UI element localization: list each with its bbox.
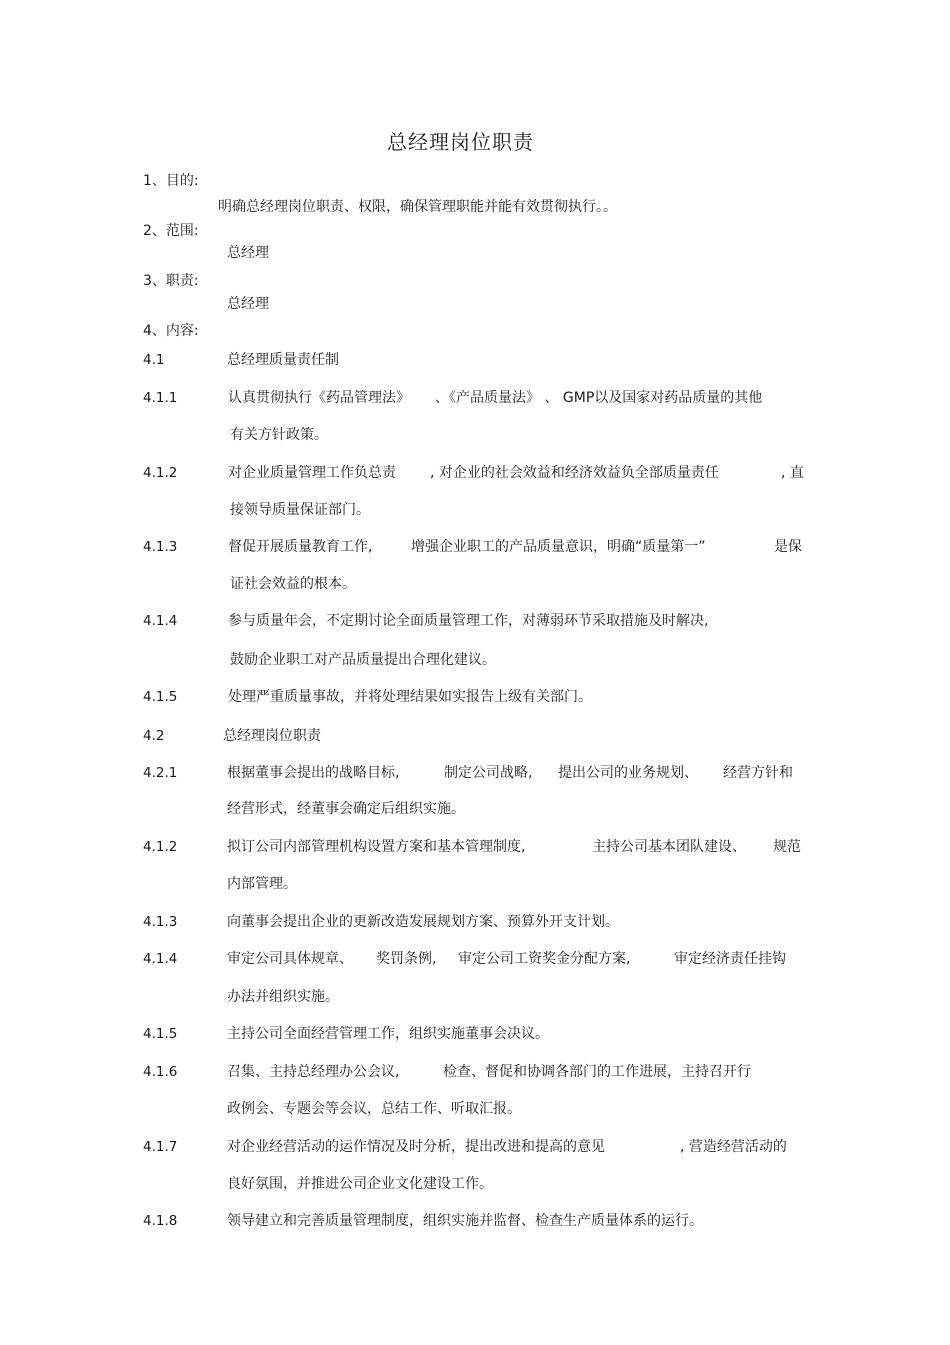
clause-number: 4.1.3 [143,914,178,930]
clause-text: 督促开展质量教育工作, [228,539,373,555]
clause-text: 提出公司的业务规划、 [558,765,698,781]
clause-text: 对企业经营活动的运作情况及时分析，提出改进和提高的意见 [227,1139,605,1155]
section-2-text: 总经理 [227,245,269,261]
clause-continuation: 有关方针政策。 [230,427,328,443]
clause-text: 处理严重质量事故，并将处理结果如实报告上级有关部门。 [228,689,592,705]
clause-number: 4.1.8 [143,1213,178,1229]
clause-text: 制定公司战略, [444,765,533,781]
clause-number: 4.1.4 [143,951,178,967]
clause-continuation: 证社会效益的根本。 [230,576,356,592]
section-1-text: 明确总经理岗位职责、权限，确保管理职能并能有效贯彻执行。。 [218,199,617,215]
section-3-text: 总经理 [227,296,269,312]
clause-text: 审定公司工资奖金分配方案, [458,951,631,967]
clause-text: 拟订公司内部管理机构设置方案和基本管理制度, [227,839,526,855]
clause-text: , 直 [781,465,804,481]
clause-text: 参与质量年会，不定期讨论全面质量管理工作，对薄弱环节采取措施及时解决, [228,613,709,629]
clause-text: 对企业质量管理工作负总责 [228,465,396,481]
clause-text: 根据董事会提出的战略目标, [227,765,400,781]
clause-text: 奖罚条例, [376,951,437,967]
clause-text: 认真贯彻执行《药品管理法》 [228,390,410,406]
clause-number: 4.1.2 [143,839,178,855]
clause-text: , 对企业的社会效益和经济效益负全部质量责任 [430,465,719,481]
section-4-2-heading: 总经理岗位职责 [223,728,321,744]
clause-continuation: 经营形式，经董事会确定后组织实施。 [227,801,465,817]
section-4-label: 4、内容: [143,323,199,339]
clause-text: 经营方针和 [723,765,793,781]
clause-text: 主持公司基本团队建设、 [592,839,746,855]
clause-continuation: 鼓励企业职工对产品质量提出合理化建议。 [230,652,496,668]
clause-text: 审定公司具体规章、 [227,951,353,967]
section-2-label: 2、范围: [143,223,199,239]
clause-number: 4.1.5 [143,689,178,705]
clause-continuation: 良好氛围，并推进公司企业文化建设工作。 [227,1176,493,1192]
clause-text: 规范 [773,839,801,855]
clause-text: 是保 [774,539,802,555]
clause-text: , 营造经营活动的 [680,1139,787,1155]
clause-continuation: 办法并组织实施。 [227,989,339,1005]
clause-text: 检查、督促和协调各部门的工作进展，主持召开行 [443,1064,751,1080]
clause-continuation: 接领导质量保证部门。 [230,502,370,518]
clause-number: 4.2.1 [143,765,178,781]
document-title: 总经理岗位职责 [387,130,534,154]
clause-number: 4.1.2 [143,465,178,481]
clause-text: 召集、主持总经理办公会议, [227,1064,400,1080]
clause-text: 主持公司全面经营管理工作，组织实施董事会决议。 [227,1026,549,1042]
clause-number: 4.1.7 [143,1139,178,1155]
clause-text: 增强企业职工的产品质量意识，明确“质量第一” [411,539,706,555]
clause-number: 4.1.1 [143,390,178,406]
section-1-label: 1、目的: [143,173,199,189]
clause-continuation: 内部管理。 [227,876,297,892]
clause-continuation: 政例会、专题会等会议，总结工作、听取汇报。 [227,1101,521,1117]
section-4-1-heading: 总经理质量责任制 [227,352,339,368]
clause-text: 领导建立和完善质量管理制度，组织实施并监督、检查生产质量体系的运行。 [227,1213,703,1229]
clause-text: 向董事会提出企业的更新改造发展规划方案、预算外开支计划。 [227,914,619,930]
clause-number: 4.1.3 [143,539,178,555]
clause-text: 、《产品质量法》 、 GMP以及国家对药品质量的其他 [435,390,763,406]
section-3-label: 3、职责: [143,273,199,289]
section-4-2-number: 4.2 [143,728,165,744]
clause-text: 审定经济责任挂钩 [674,951,786,967]
clause-number: 4.1.6 [143,1064,178,1080]
clause-number: 4.1.4 [143,613,178,629]
section-4-1-number: 4.1 [143,352,165,368]
clause-number: 4.1.5 [143,1026,178,1042]
